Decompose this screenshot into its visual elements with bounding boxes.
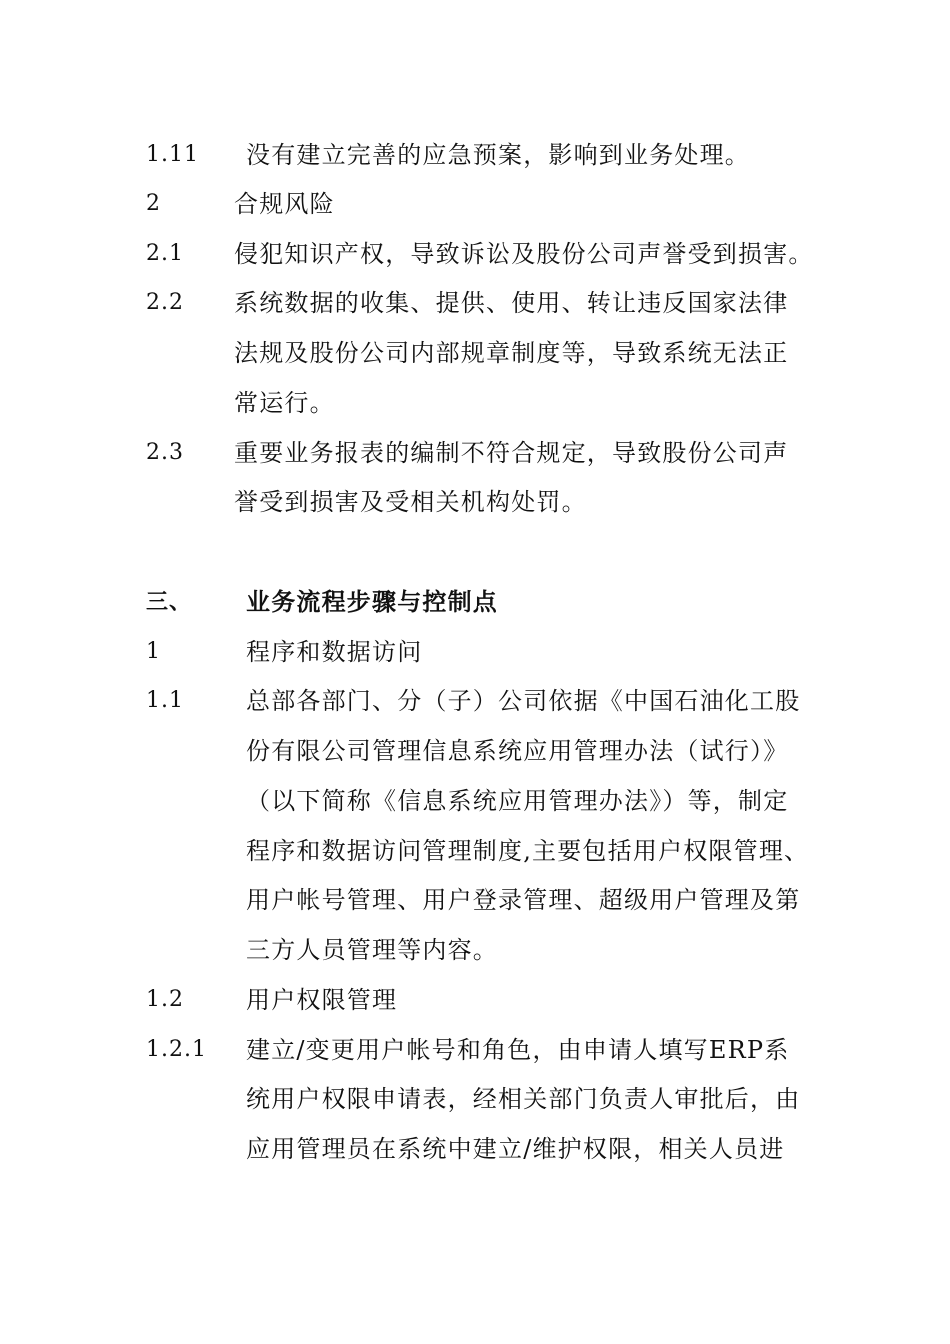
clause-text: 没有建立完善的应急预案，影响到业务处理。 — [246, 141, 750, 169]
clause-1-2-1-cont-1 — [0, 1079, 950, 1119]
clause-text: 统用户权限申请表，经相关部门负责人审批后，由 — [246, 1085, 801, 1113]
clause-1-1-cont-1 — [0, 731, 950, 771]
clause-text: 常运行。 — [234, 389, 335, 417]
section-2-heading — [0, 184, 950, 224]
clause-2-2-cont-2 — [0, 383, 950, 423]
clause-number: 1.2 — [146, 987, 184, 1012]
clause-1-1-cont-5 — [0, 930, 950, 970]
clause-text: 誉受到损害及受相关机构处罚。 — [234, 488, 587, 516]
clause-text: 合规风险 — [234, 190, 335, 218]
clause-number: 2.2 — [146, 290, 184, 315]
clause-1-2-1 — [0, 1030, 950, 1070]
section-title: 业务流程步骤与控制点 — [246, 587, 498, 616]
clause-1-11 — [0, 135, 950, 175]
clause-text: 份有限公司管理信息系统应用管理办法（试行）》 — [246, 737, 789, 765]
section-3-heading — [0, 582, 950, 622]
clause-1-2-1-cont-2 — [0, 1129, 950, 1169]
section-number: 三、 — [146, 589, 193, 615]
clause-2-3-cont-1 — [0, 482, 950, 522]
clause-text: 侵犯知识产权，导致诉讼及股份公司声誉受到损害。 — [234, 240, 814, 268]
clause-number: 2 — [146, 191, 161, 216]
clause-text: 用户权限管理 — [246, 986, 398, 1014]
clause-number: 1 — [146, 639, 161, 664]
clause-number: 1.1 — [146, 688, 184, 713]
clause-text: 程序和数据访问管理制度,主要包括用户权限管理、 — [246, 837, 810, 865]
clause-1-2 — [0, 980, 950, 1020]
clause-text: （以下简称《信息系统应用管理办法》）等，制定 — [246, 787, 789, 815]
clause-1-1-cont-4 — [0, 880, 950, 920]
clause-text: 三方人员管理等内容。 — [246, 936, 498, 964]
clause-2-2 — [0, 283, 950, 323]
clause-number: 2.3 — [146, 440, 184, 465]
clause-1-1 — [0, 681, 950, 721]
clause-1-1-cont-3 — [0, 831, 950, 871]
clause-text: 法规及股份公司内部规章制度等，导致系统无法正 — [234, 339, 789, 367]
clause-text: 重要业务报表的编制不符合规定，导致股份公司声 — [234, 439, 789, 467]
clause-2-3 — [0, 433, 950, 473]
clause-number: 1.11 — [146, 142, 199, 167]
clause-text: 用户帐号管理、用户登录管理、超级用户管理及第 — [246, 886, 801, 914]
clause-2-2-cont-1 — [0, 333, 950, 373]
clause-1-1-cont-2 — [0, 781, 950, 821]
clause-text: 系统数据的收集、提供、使用、转让违反国家法律 — [234, 289, 789, 317]
clause-2-1 — [0, 234, 950, 274]
clause-text: 程序和数据访问 — [246, 638, 423, 666]
clause-text: 应用管理员在系统中建立/维护权限，相关人员进 — [246, 1135, 785, 1163]
clause-text: 总部各部门、分（子）公司依据《中国石油化工股 — [246, 687, 801, 715]
clause-text: 建立/变更用户帐号和角色，由申请人填写ERP系 — [246, 1036, 790, 1064]
clause-number: 2.1 — [146, 241, 184, 266]
clause-number: 1.2.1 — [146, 1037, 207, 1062]
clause-1 — [0, 632, 950, 672]
